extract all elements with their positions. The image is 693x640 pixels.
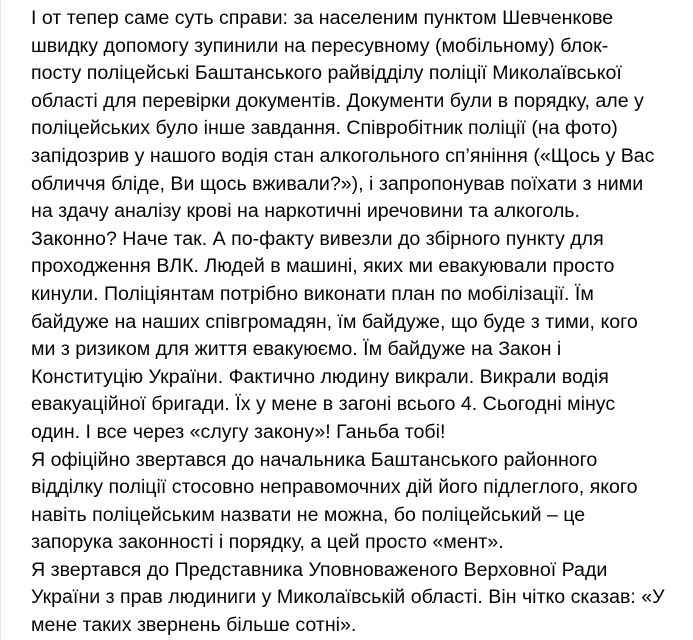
post-text-line: кинули. Поліціянтам потрібно виконати план по мобілізації. Їм bbox=[31, 282, 594, 305]
post-text-line: І от тепер саме суть справи: за населеним пунктом Шевченкове bbox=[31, 7, 614, 29]
post-text-line: проходження ВЛК. Людей в машині, яких ми евакуювали просто bbox=[31, 255, 615, 278]
post-text-line: Я офіційно звертався до начальника Баштанського районного bbox=[31, 448, 598, 471]
post-text bbox=[31, 5, 681, 640]
post-text-line: на здачу аналізу крові на наркотичні иречовини та алкоголь. bbox=[31, 200, 580, 223]
post-text-line: ми з ризиком для життя евакуюємо. Їм байдуже на Закон і bbox=[31, 338, 562, 361]
post-text-line: байдуже на наших співгромадян, їм байдуже, що буде з тими, кого bbox=[31, 310, 638, 333]
post-text-line: Я звертався до Представника Уповноваженого Верховної Ради bbox=[31, 558, 608, 581]
post-text-line: поліцейських було інше завдання. Співробітник поліції (на фото) bbox=[31, 117, 618, 140]
post-text-line: мене таких звернень більше сотні». bbox=[31, 614, 357, 637]
post-text-line: відділку поліції стосовно неправомочних дій його підлеглого, якого bbox=[31, 476, 638, 499]
post-text-line: області для перевірки документів. Документи були в порядку, але у bbox=[31, 89, 644, 112]
post-text-line: посту поліцейські Баштанського райвідділу поліції Миколаївської bbox=[31, 62, 622, 85]
post-text-line: обличчя бліде, Ви щось вживали?»), і запропонував поїхати з ними bbox=[31, 172, 644, 195]
post-text-line: запорука законності і порядку, а цей просто «мент». bbox=[31, 531, 504, 554]
post-text-line: швидку допомогу зупинили на пересувному (мобільному) блок- bbox=[31, 34, 609, 57]
post-text-line: запідозрив у нашого водія стан алкогольного сп’яніння («Щось у Вас bbox=[31, 144, 655, 167]
post-text-line: один. І все через «слугу закону»! Ганьба тобі! bbox=[31, 420, 446, 443]
post-text-line: навіть поліцейським назвати не можна, бо поліцейський – це bbox=[31, 503, 586, 526]
post-text-line: України з прав людиниги у Миколаївській області. Він чітко сказав: «У bbox=[31, 586, 665, 609]
post-text-line: евакуаційної бригади. Їх у мене в загоні всього 4. Сьогодні мінус bbox=[31, 393, 616, 416]
post-text-line: Законно? Наче так. А по-факту вивезли до збірного пункту для bbox=[31, 227, 604, 250]
post-text-line: Конституцію України. Фактично людину викрали. Викрали водія bbox=[31, 365, 609, 388]
